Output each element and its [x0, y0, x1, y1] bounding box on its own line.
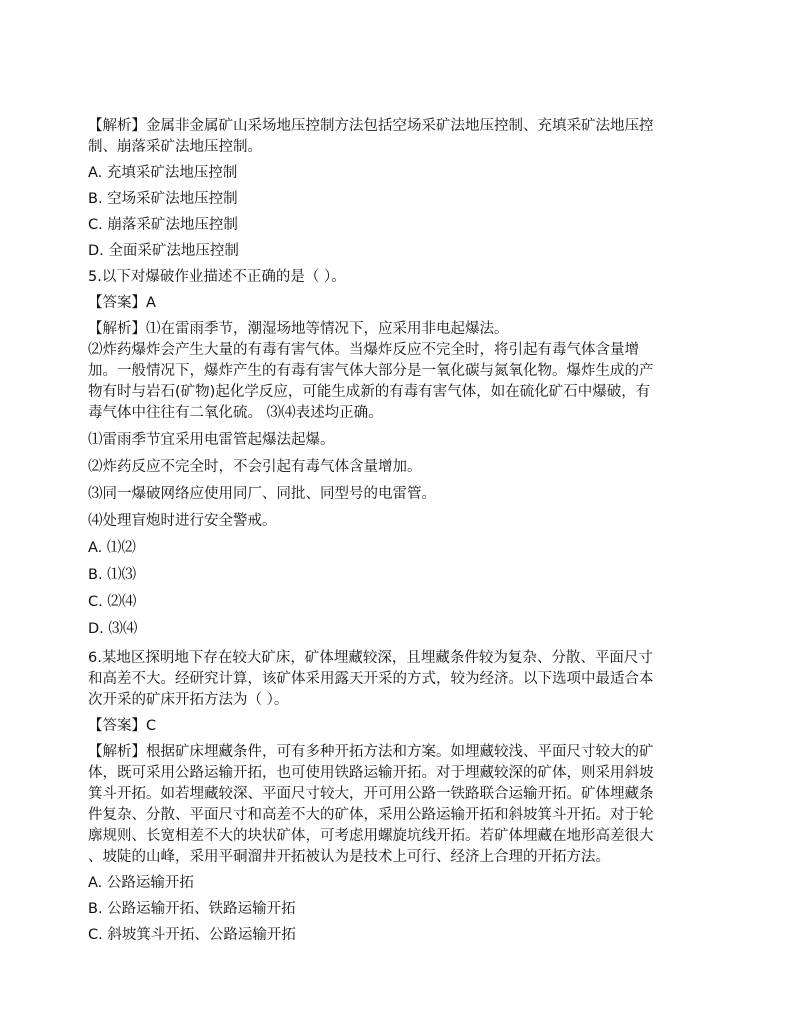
answer-5: 【答案】A — [88, 295, 156, 311]
analysis-line: 【解析】根据矿床埋藏条件，可有多种开拓方法和方案。如埋藏较浅、平面尺寸较大的矿 — [88, 744, 654, 760]
option-c: C. ⑵⑷ — [88, 594, 137, 610]
option-a: A. ⑴⑵ — [88, 540, 136, 556]
option-c: C. 崩落采矿法地压控制 — [88, 217, 238, 233]
option-a: A. 充填采矿法地压控制 — [88, 165, 238, 181]
option-d: D. 全面采矿法地压控制 — [88, 243, 239, 259]
answer-6: 【答案】C — [88, 718, 157, 734]
option-d: D. ⑶⑷ — [88, 621, 138, 637]
analysis-line: 加。一般情况下，爆炸产生的有毒有害气体大部分是一氧化碳与氮氧化物。爆炸生成的产 — [88, 363, 654, 379]
statement-3: ⑶同一爆破网络应使用同厂、同批、同型号的电雷管。 — [88, 486, 436, 502]
analysis-line: 、坡陡的山峰，采用平硐溜井开拓被认为是技术上可行、经济上合理的开拓方法。 — [88, 849, 610, 865]
question-6 — [88, 648, 708, 711]
option-c: C. 斜坡箕斗开拓、公路运输开拓 — [88, 927, 296, 943]
option-a: A. 公路运输开拓 — [88, 875, 194, 891]
analysis-line: 体，既可采用公路运输开拓，也可使用铁路运输开拓。对于埋藏较深的矿体，则采用斜坡 — [88, 765, 654, 781]
question-line: 次开采的矿床开拓方法为（ ）。 — [88, 692, 289, 708]
analysis-line: 物有时与岩石(矿物)起化学反应，可能生成新的有毒有害气体，如在硫化矿石中爆破，有 — [88, 384, 651, 400]
statement-1: ⑴雷雨季节宜采用电雷管起爆法起爆。 — [88, 432, 335, 448]
statement-2: ⑵炸药反应不完全时，不会引起有毒气体含量增加。 — [88, 459, 422, 475]
analysis-line: 廓规则、长宽相差不大的块状矿体，可考虑用螺旋坑线开拓。若矿体埋藏在地形高差很大 — [88, 828, 654, 844]
analysis-line: 【解析】金属非金属矿山采场地压控制方法包括空场采矿法地压控制、充填采矿法地压控 — [88, 118, 654, 134]
statement-4: ⑷处理盲炮时进行安全警戒。 — [88, 513, 277, 529]
analysis-line: 件复杂、分散、平面尺寸和高差不大的矿体，采用公路运输开拓和斜坡箕斗开拓。对于轮 — [88, 807, 654, 823]
question-5: 5.以下对爆破作业描述不正确的是（ ）。 — [88, 269, 346, 285]
question-line: 6.某地区探明地下存在较大矿床，矿体埋藏较深，且埋藏条件较为复杂、分散、平面尺寸 — [88, 650, 653, 666]
analysis-line: ⑵炸药爆炸会产生大量的有毒有害气体。当爆炸反应不完全时，将引起有毒气体含量增 — [88, 342, 639, 358]
analysis-6 — [88, 742, 708, 868]
question-line: 和高差不大。经研究计算，该矿体采用露天开采的方式，较为经济。以下选项中最适合本 — [88, 671, 654, 687]
analysis-block-1 — [88, 116, 708, 158]
option-b: B. ⑴⑶ — [88, 567, 137, 583]
analysis-line: 制、崩落采矿法地压控制。 — [88, 139, 262, 155]
analysis-line: 箕斗开拓。如若埋藏较深、平面尺寸较大，开可用公路一铁路联合运输开拓。矿体埋藏条 — [88, 786, 654, 802]
analysis-line: 毒气体中往往有二氧化硫。 ⑶⑷表述均正确。 — [88, 405, 383, 421]
document-page — [88, 116, 708, 946]
analysis-line: 【解析】⑴在雷雨季节，潮湿场地等情况下，应采用非电起爆法。 — [88, 321, 509, 337]
option-b: B. 公路运输开拓、铁路运输开拓 — [88, 901, 296, 917]
option-b: B. 空场采矿法地压控制 — [88, 191, 238, 207]
analysis-5 — [88, 319, 708, 424]
